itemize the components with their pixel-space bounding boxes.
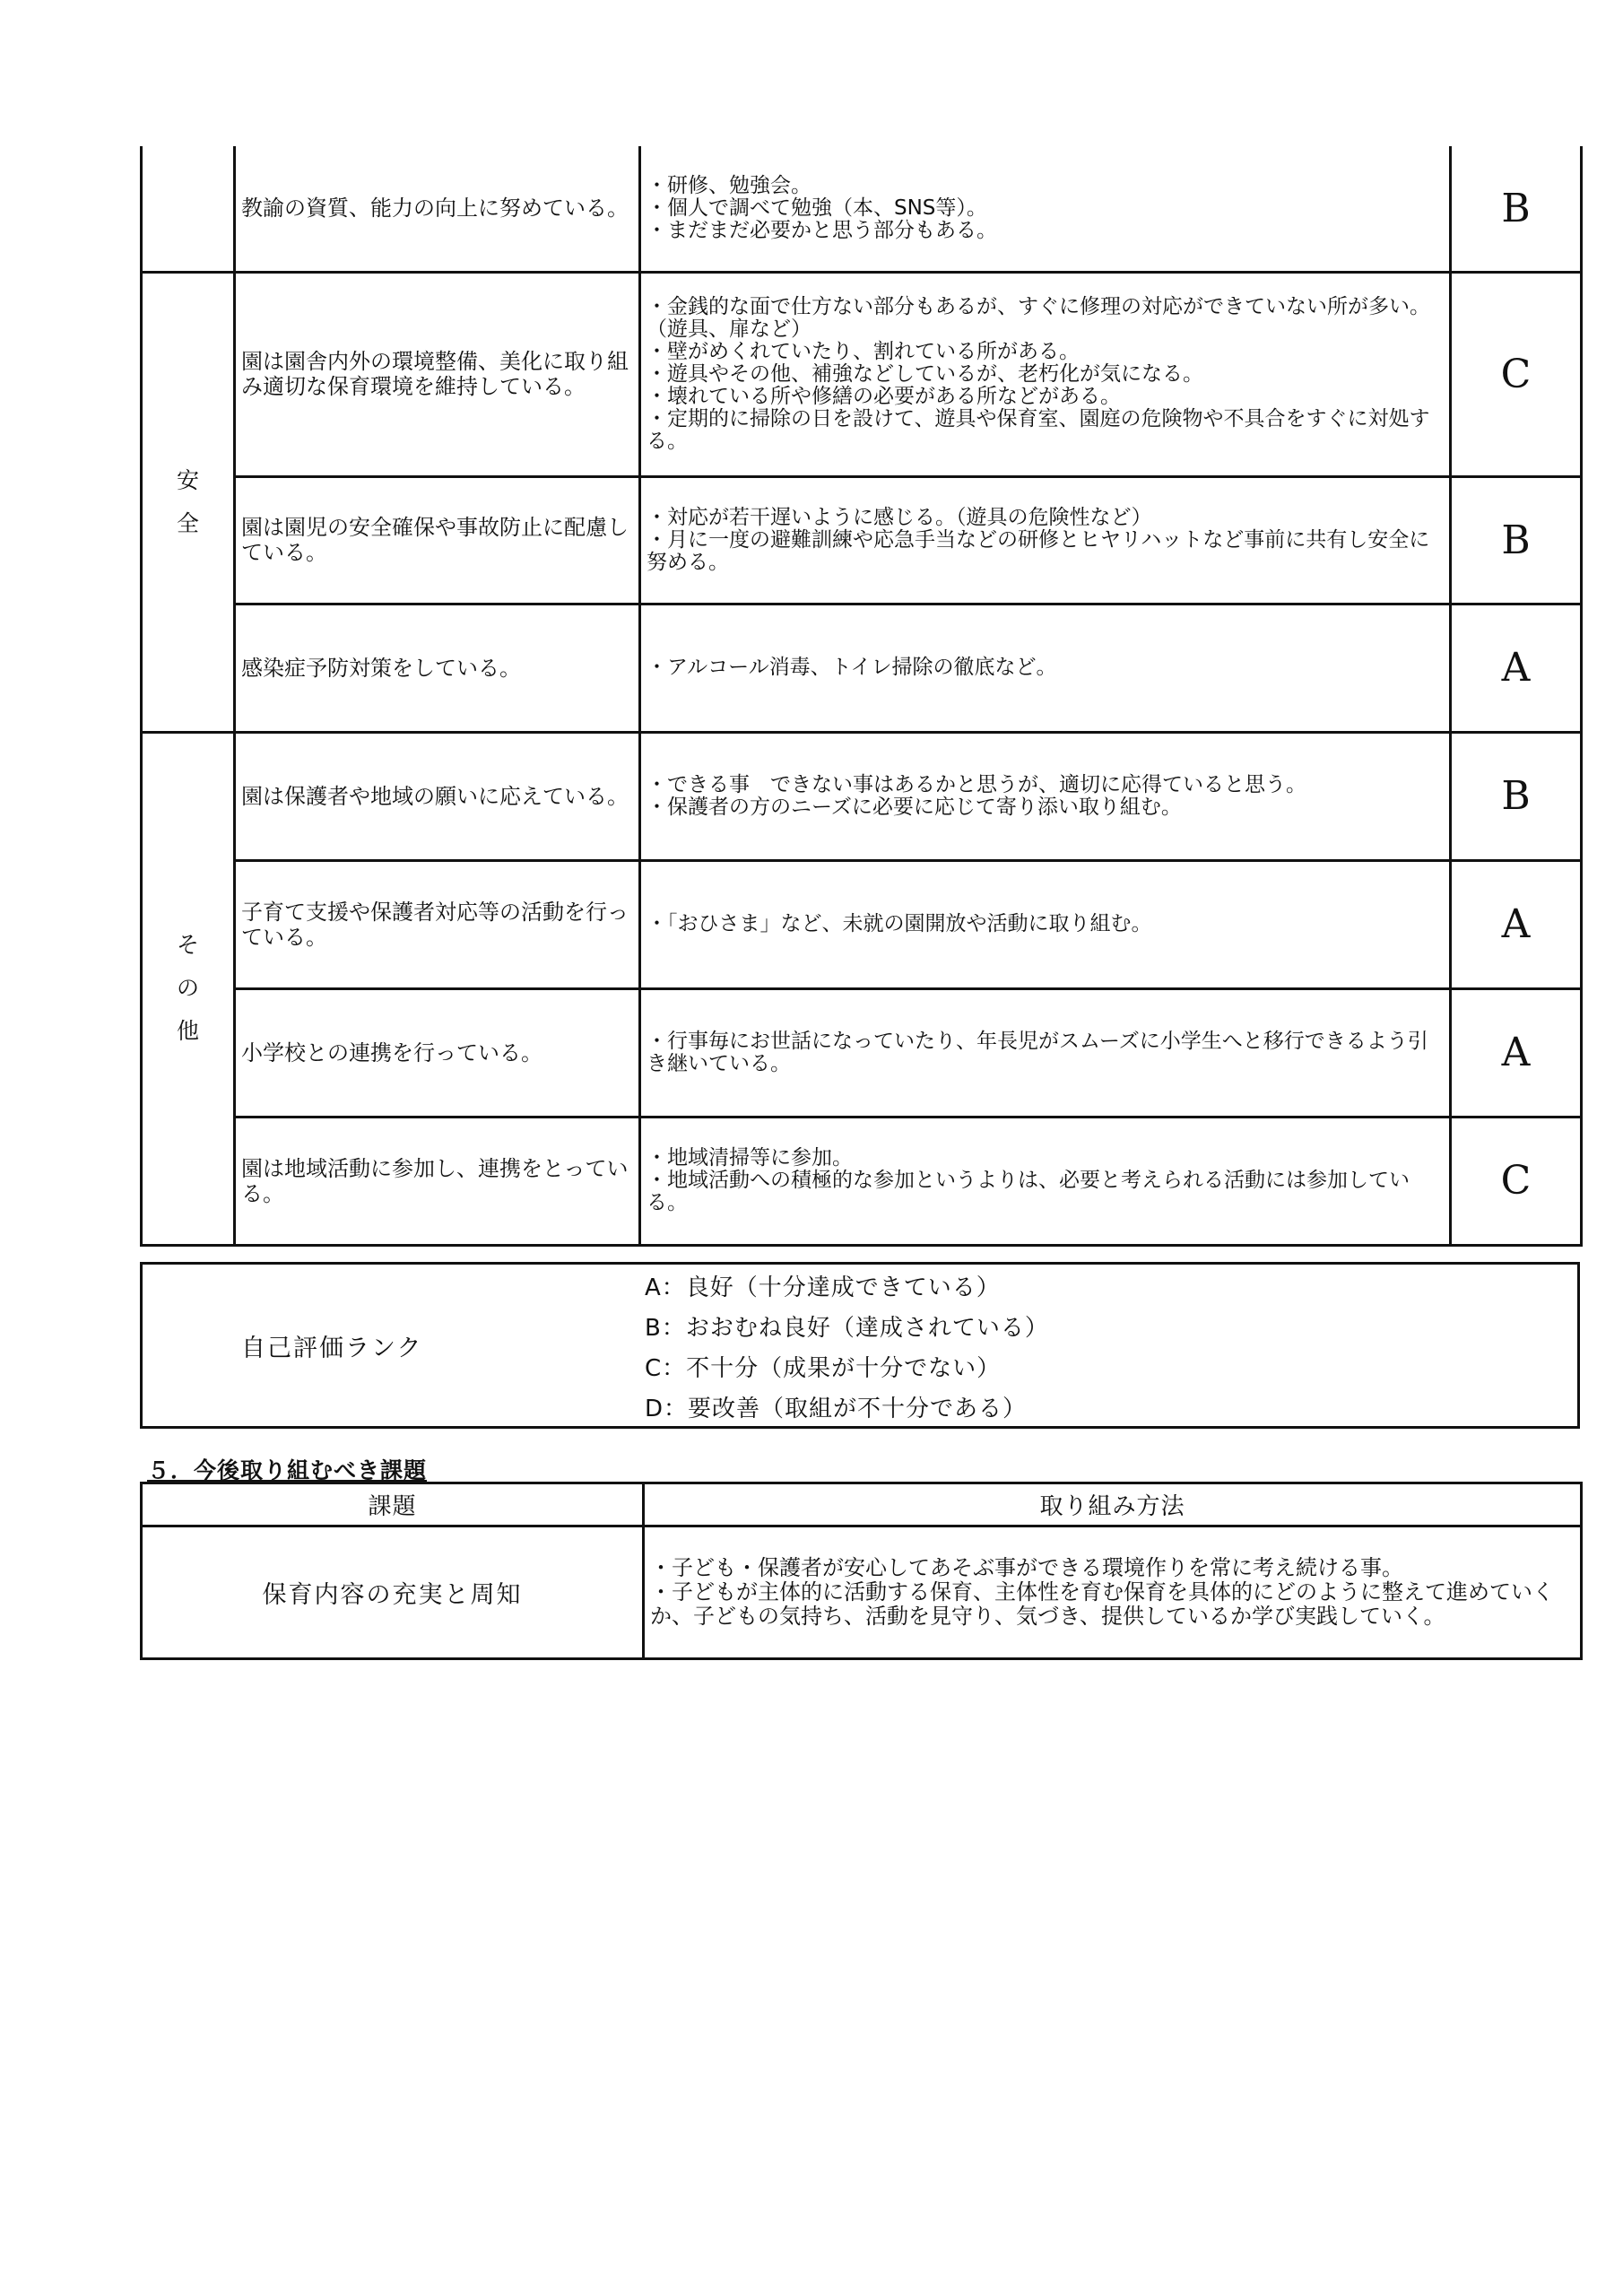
- task-cell: 保育内容の充実と周知: [142, 1526, 644, 1659]
- method-cell: [644, 1526, 1582, 1659]
- item-cell: 園は園児の安全確保や事故防止に配慮している。: [235, 476, 640, 604]
- note-line: ・地域清掃等に参加。: [647, 1146, 853, 1170]
- category-cell-safety: [142, 272, 235, 732]
- note-line: ・できる事 できない事はあるかと思うが、適切に応得ていると思う。: [647, 772, 1306, 796]
- note-line: ・アルコール消毒、トイレ掃除の徹底など。: [647, 656, 1057, 679]
- grade-cell: A: [1451, 604, 1582, 732]
- table-row: [142, 272, 1582, 476]
- notes-cell: [640, 732, 1451, 860]
- evaluation-table: [140, 146, 1583, 1247]
- note-line: ・「おひさま」など、未就の園開放や活動に取り組む。: [647, 912, 1152, 935]
- item-cell: 園は地域活動に参加し、連携をとっている。: [235, 1117, 640, 1245]
- method-line: ・子ども・保護者が安心してあそぶ事ができる環境作りを常に考え続ける事。: [650, 1555, 1403, 1580]
- note-line: ・遊具やその他、補強などしているが、老朽化が気になる。: [647, 361, 1203, 386]
- notes-cell: [640, 146, 1451, 272]
- notes-cell: [640, 1117, 1451, 1245]
- category-cell-blank: [142, 146, 235, 272]
- item-cell: 子育て支援や保護者対応等の活動を行っている。: [235, 860, 640, 988]
- note-line: ・定期的に掃除の日を設けて、遊具や保育室、園庭の危険物や不具合をすぐに対処する。: [647, 406, 1430, 453]
- notes-cell: [640, 476, 1451, 604]
- notes-cell: [640, 860, 1451, 988]
- table-row: [142, 988, 1582, 1117]
- note-line: ・対応が若干遅いように感じる。（遊具の危険性など）: [647, 505, 1152, 529]
- item-cell: 園は保護者や地域の願いに応えている。: [235, 732, 640, 860]
- grade-cell: B: [1451, 146, 1582, 272]
- table-row: [142, 476, 1582, 604]
- task-table: [140, 1482, 1583, 1660]
- item-cell: 感染症予防対策をしている。: [235, 604, 640, 732]
- table-row: [142, 732, 1582, 860]
- note-line: ・行事毎にお世話になっていたり、年長児がスムーズに小学生へと移行できるよう引き継いている。: [647, 1029, 1428, 1075]
- rank-legend-box: [140, 1262, 1580, 1429]
- rank-legend-title: 自己評価ランク: [241, 1334, 423, 1362]
- rank-legend-item: A：良好（十分達成できている）: [645, 1274, 1001, 1301]
- note-line: ・保護者の方のニーズに必要に応じて寄り添い取り組む。: [647, 795, 1182, 819]
- grade-cell: B: [1451, 732, 1582, 860]
- item-cell: 園は園舎内外の環境整備、美化に取り組み適切な保育環境を維持している。: [235, 272, 640, 476]
- category-char: 他: [176, 1018, 199, 1044]
- table-row: [142, 1526, 1582, 1659]
- note-line: ・研修、勉強会。: [647, 173, 812, 197]
- method-line: ・子どもが主体的に活動する保育、主体性を育む保育を具体的にどのように整えて進めていくか、子どもの気持ち、活動を見守り、気づき、提供しているか学び実践していく。: [650, 1579, 1554, 1629]
- note-line: ・壊れている所や修繕の必要がある所などがある。: [647, 384, 1121, 408]
- table-row: [142, 860, 1582, 988]
- rank-legend-item: B：おおむね良好（達成されている）: [645, 1315, 1049, 1342]
- category-char: 安: [176, 466, 199, 493]
- category-cell-other: [142, 732, 235, 1245]
- section-heading: ５．今後取り組むべき課題: [147, 1457, 428, 1483]
- item-cell: 小学校との連携を行っている。: [235, 988, 640, 1117]
- note-line: ・壁がめくれていたり、割れている所がある。: [647, 339, 1080, 363]
- table-row: [142, 604, 1582, 732]
- rank-legend-item: C：不十分（成果が十分でない）: [645, 1355, 1002, 1382]
- note-line: ・まだまだ必要かと思う部分もある。: [647, 218, 997, 242]
- table-row: [142, 1117, 1582, 1245]
- note-line: ・月に一度の避難訓練や応急手当などの研修とヒヤリハットなど事前に共有し安全に努める。: [647, 527, 1430, 574]
- note-line: ・個人で調べて勉強（本、SNS等）。: [647, 196, 987, 220]
- table-row: [142, 146, 1582, 272]
- note-line: ・地域活動への積極的な参加というよりは、必要と考えられる活動には参加している。: [647, 1169, 1410, 1214]
- rank-legend-list: [645, 1268, 1049, 1430]
- column-header-method: 取り組み方法: [644, 1483, 1582, 1526]
- grade-cell: A: [1451, 860, 1582, 988]
- grade-cell: A: [1451, 988, 1582, 1117]
- notes-cell: [640, 988, 1451, 1117]
- grade-cell: B: [1451, 476, 1582, 604]
- grade-cell: C: [1451, 1117, 1582, 1245]
- category-char: の: [176, 975, 199, 1001]
- notes-cell: [640, 272, 1451, 476]
- table-header-row: [142, 1483, 1582, 1526]
- notes-cell: [640, 604, 1451, 732]
- grade-cell: C: [1451, 272, 1582, 476]
- category-char: そ: [176, 932, 199, 958]
- category-char: 全: [176, 509, 199, 536]
- column-header-task: 課題: [142, 1483, 644, 1526]
- note-line: ・金銭的な面で仕方ない部分もあるが、すぐに修理の対応ができていない所が多い。（遊具、扉など）: [647, 294, 1430, 341]
- item-cell: 教諭の資質、能力の向上に努めている。: [235, 146, 640, 272]
- rank-legend-item: D：要改善（取組が不十分である）: [645, 1396, 1028, 1422]
